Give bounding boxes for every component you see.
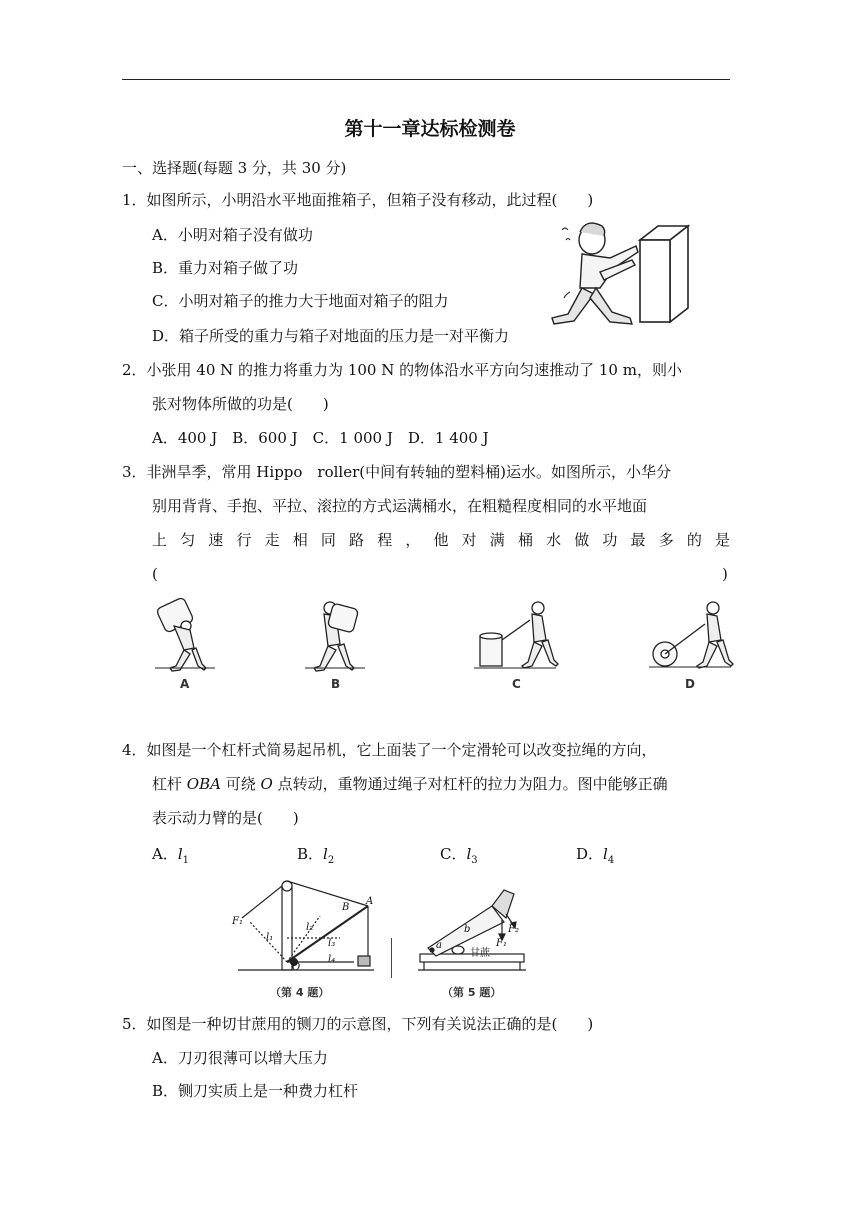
q5-fig-label-a: a — [436, 940, 442, 951]
q5-option-a: A．刀刃很薄可以增大压力 — [152, 1049, 328, 1067]
q5-fig-label-cane: 甘蔗 — [470, 948, 490, 959]
q3-figure-b-hug-carry — [300, 596, 370, 672]
q4-line-3: 表示动力臂的是( ) — [152, 809, 299, 827]
q4-option-d-symbol: l — [603, 845, 608, 863]
q5-fig-label-f1: F₁ — [496, 938, 507, 949]
q3-answer-open: ( — [152, 565, 158, 583]
q4-option-d — [576, 844, 614, 871]
q5-fig-label-b: b — [464, 924, 471, 935]
q4-fig-label-b: B — [342, 902, 350, 913]
q3-line-2: 别用背背、手抱、平拉、滚拉的方式运满桶水，在粗糙程度相同的水平地面 — [152, 497, 648, 515]
q4-option-c-sub: 3 — [471, 855, 478, 866]
q4-option-d-letter: D． — [576, 845, 604, 863]
q4-line-1: 4．如图是一个杠杆式简易起吊机，它上面装了一个定滑轮可以改变拉绳的方向， — [122, 741, 657, 759]
q4-option-c — [440, 844, 478, 871]
q4-option-c-symbol: l — [466, 845, 472, 863]
q3-answer-close: ) — [722, 565, 728, 583]
q4-option-a-symbol: l — [177, 845, 183, 863]
q2-line-2: 张对物体所做的功是( ) — [152, 395, 329, 413]
q5-stem: 5．如图是一种切甘蔗用的铡刀的示意图，下列有关说法正确的是( ) — [122, 1015, 594, 1033]
q4-option-a — [152, 844, 189, 871]
q1-option-b: B．重力对箱子做了功 — [152, 259, 299, 277]
page-title: 第十一章达标检测卷 — [344, 118, 516, 140]
q4-option-a-letter: A． — [152, 845, 178, 863]
q5-fig-label-f2: F₂ — [508, 924, 519, 935]
q2-options: A．400 J B．600 J C．1 000 J D．1 400 J — [152, 429, 489, 447]
q4-fig-label-l3: l₃ — [328, 938, 336, 949]
q4-option-d-sub: 4 — [607, 855, 615, 866]
box-shape — [640, 226, 688, 322]
q1-stem: 1．如图所示，小明沿水平地面推箱子，但箱子没有移动，此过程( ) — [122, 191, 594, 209]
q4-fig-caption: （第 4 题） — [270, 986, 330, 999]
q4-line-2 — [152, 774, 668, 794]
q2-line-1: 2．小张用 40 N 的推力将重力为 100 N 的物体沿水平方向匀速推动了 10 m，则小 — [122, 361, 682, 379]
q4-line-2-post: 点转动，重物通过绳子对杠杆的拉力为阻力。图中能够正确 — [272, 775, 668, 793]
q3-label-d: D — [685, 677, 695, 691]
boy-figure — [552, 223, 638, 324]
q5-option-b: B．铡刀实质上是一种费力杠杆 — [152, 1082, 359, 1100]
q3-figure-a-back-carry — [150, 596, 220, 672]
q4-fig-label-l2: l₂ — [306, 922, 314, 933]
q4-pivot-o: O — [260, 775, 273, 793]
q4-fig-label-l1: l₁ — [266, 932, 274, 943]
q3-figure-c-flat-pull — [470, 596, 560, 672]
q4-fig-label-l4: l₄ — [328, 954, 336, 965]
figure-divider — [391, 938, 392, 978]
q4-fig-label-o: O — [292, 962, 301, 973]
q4-option-b — [297, 844, 334, 871]
q1-option-c: C．小明对箱子的推力大于地面对箱子的阻力 — [152, 292, 449, 310]
q4-figure-lever-crane — [228, 876, 376, 976]
q3-line-1: 3．非洲旱季，常用 Hippo roller(中间有转轴的塑料桶)运水。如图所示，小华分 — [122, 463, 671, 481]
q3-label-a: A — [180, 677, 190, 691]
q4-option-c-letter: C． — [440, 845, 467, 863]
header-rule — [122, 79, 730, 80]
q1-option-a: A．小明对箱子没有做功 — [152, 226, 313, 244]
q4-fig-label-f1: F₁ — [232, 916, 243, 927]
q4-line-2-mid: 可绕 — [220, 775, 261, 793]
q4-fig-label-a: A — [366, 896, 374, 907]
q3-figure-d-roll-pull — [645, 596, 735, 672]
q4-option-a-sub: 1 — [182, 855, 190, 866]
q1-figure-push-box — [540, 218, 700, 328]
q1-option-d: D．箱子所受的重力与箱子对地面的压力是一对平衡力 — [152, 327, 510, 345]
q4-option-b-symbol: l — [323, 845, 328, 863]
q3-line-3: 上匀速行走相同路程，他对满桶水做功最多的是 — [152, 531, 730, 549]
q4-option-b-letter: B． — [297, 845, 324, 863]
q5-fig-caption: （第 5 题） — [442, 986, 502, 999]
q3-label-b: B — [331, 677, 341, 691]
q3-label-c: C — [512, 677, 521, 691]
section-heading: 一、选择题(每题 3 分，共 30 分) — [122, 159, 347, 177]
sweat-marks — [562, 228, 570, 298]
q4-line-2-pre: 杠杆 — [152, 775, 187, 793]
q4-lever-oba: OBA — [186, 775, 221, 793]
q4-option-b-sub: 2 — [327, 855, 335, 866]
